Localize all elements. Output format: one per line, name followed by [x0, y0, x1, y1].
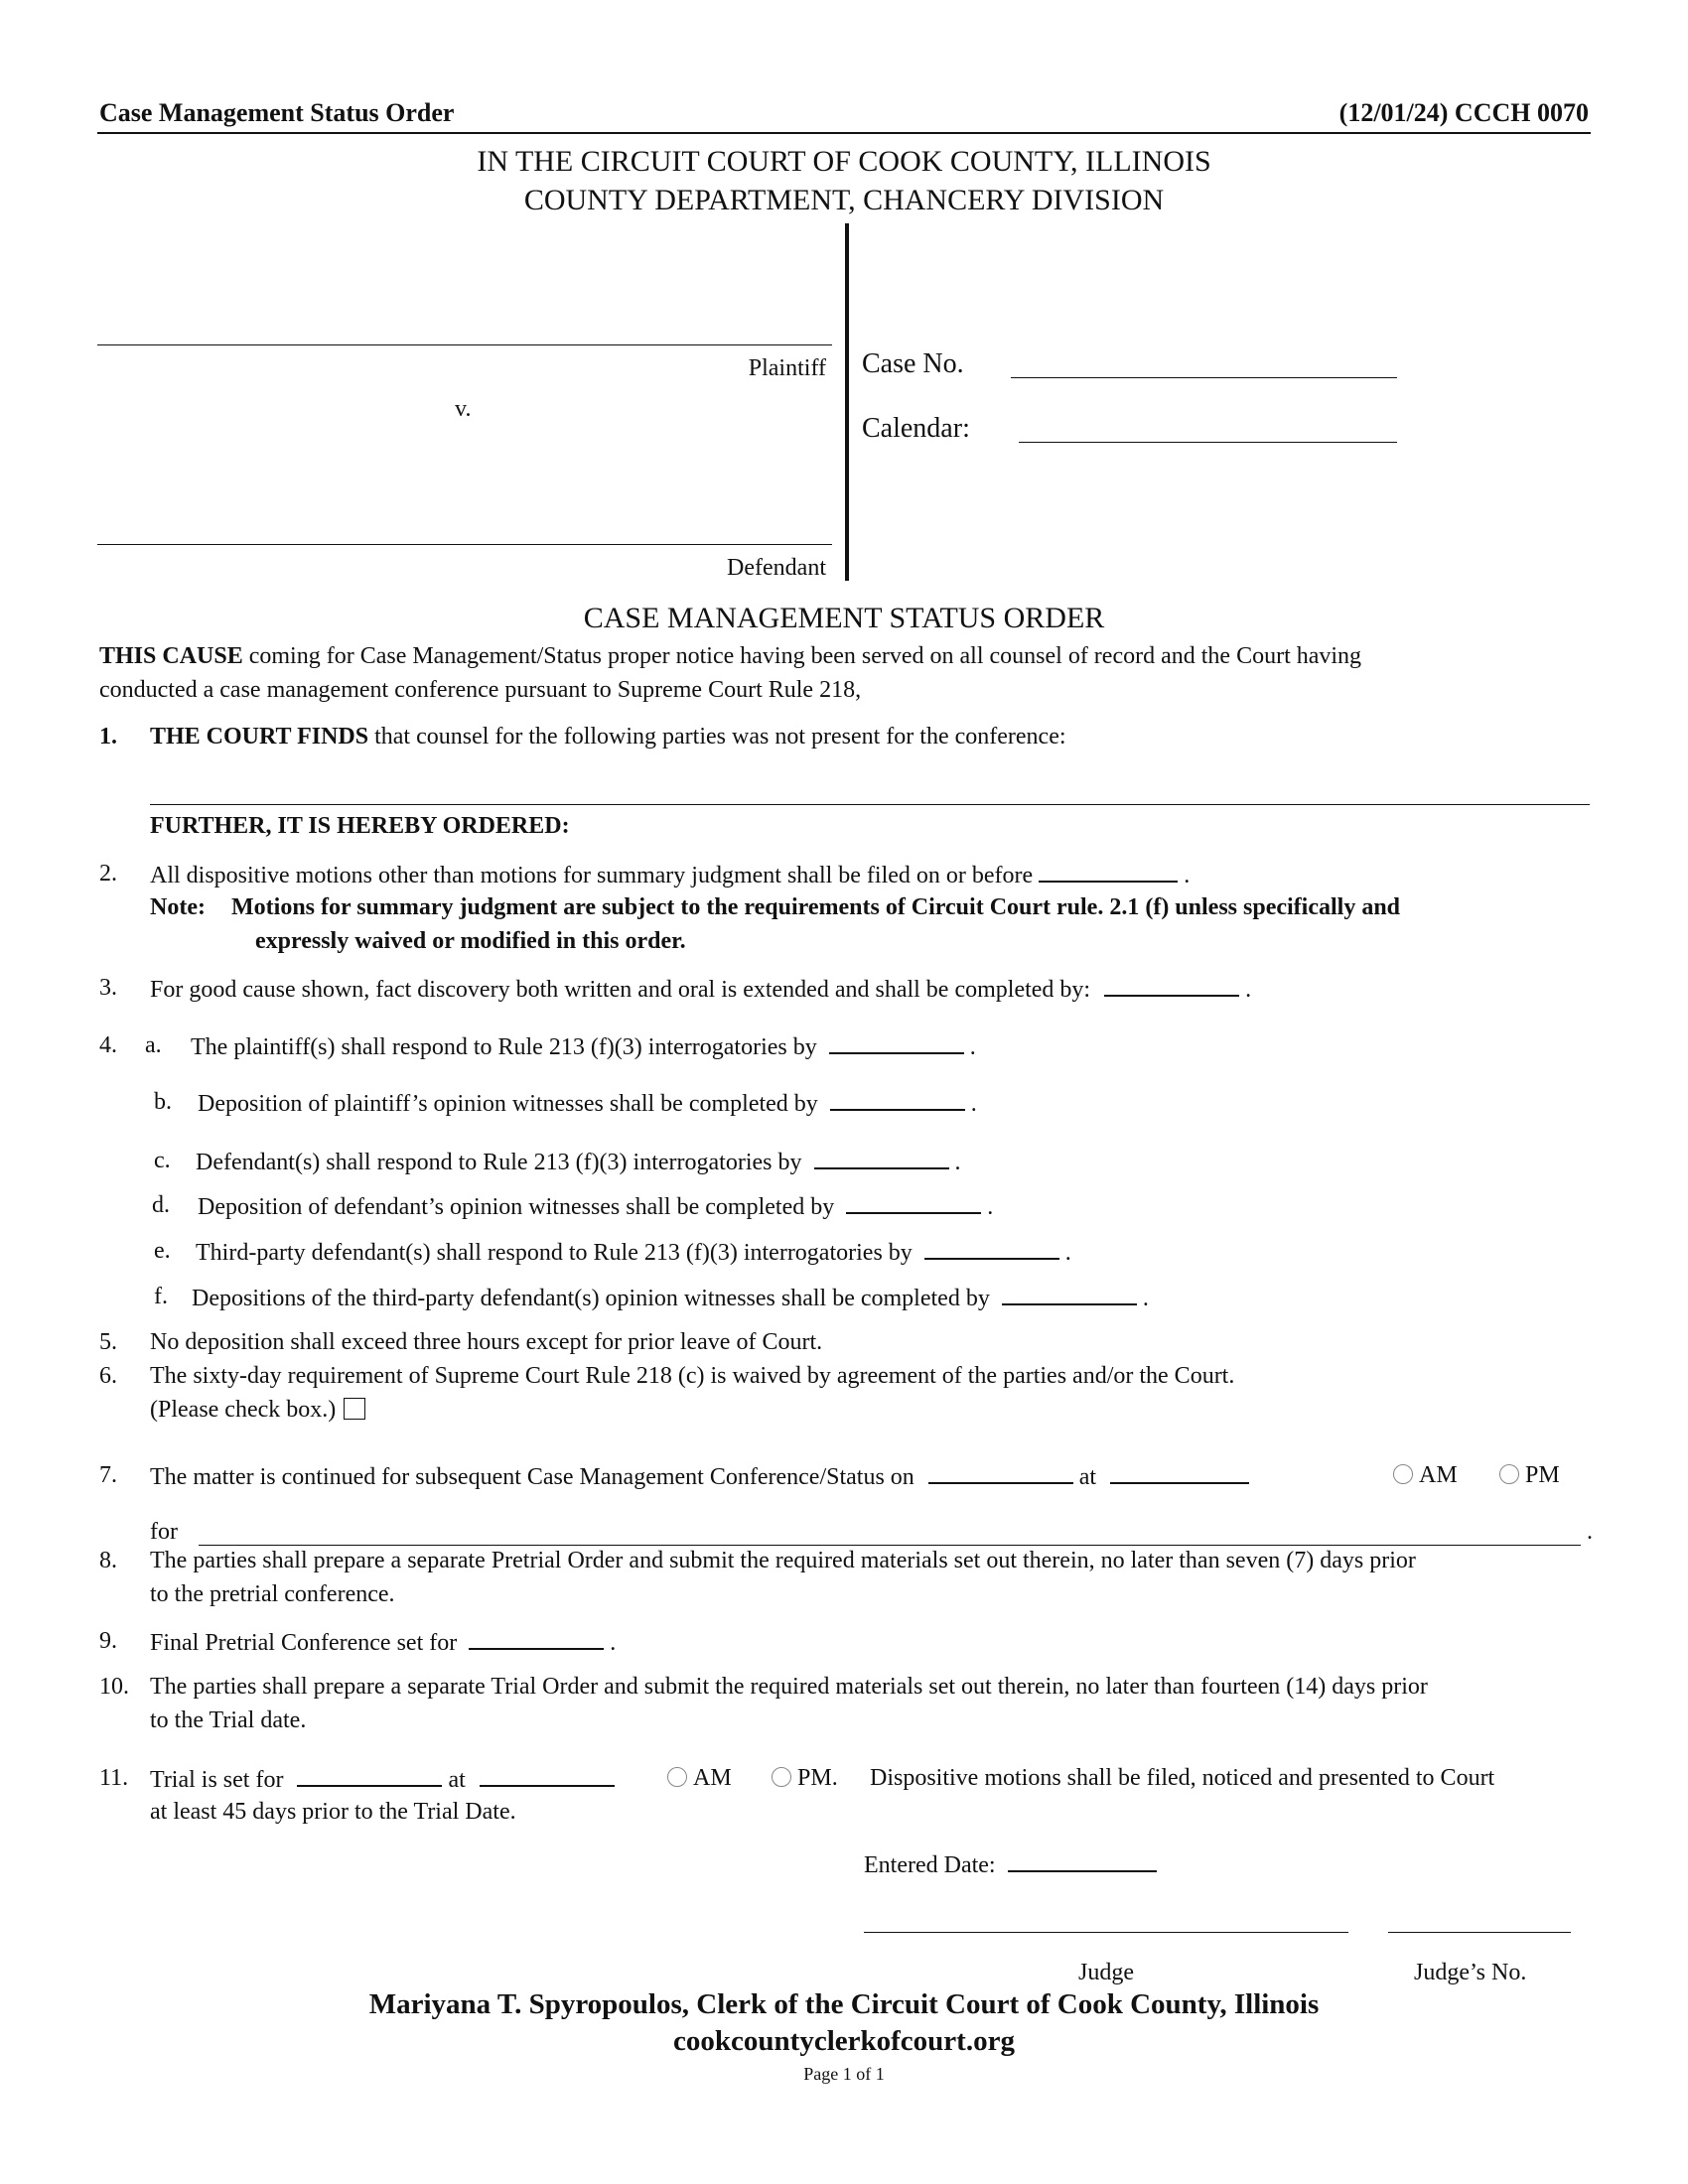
item4f-date-field[interactable] [1002, 1282, 1137, 1305]
item4b-letter: b. [154, 1089, 172, 1115]
versus: v. [455, 396, 472, 422]
item2-num: 2. [99, 861, 117, 887]
item11-am-option[interactable] [667, 1763, 732, 1793]
item4d-letter: d. [152, 1192, 170, 1218]
intro-bold: THIS CAUSE [99, 643, 243, 669]
court-line2: COUNTY DEPARTMENT, CHANCERY DIVISION [523, 184, 1165, 216]
item4e-line: Third-party defendant(s) shall respond to Rule 213 (f)(3) interrogatories by . [196, 1236, 1071, 1268]
item2-date-field[interactable] [1039, 859, 1178, 883]
item4d-text: Deposition of defendant’s opinion witnesses shall be completed by [198, 1194, 835, 1220]
item3-text: For good cause shown, fact discovery both written and oral is extended and shall be completed by: [150, 977, 1091, 1003]
item6-line2-wrap [150, 1395, 365, 1425]
item4a-line: The plaintiff(s) shall respond to Rule 213 (f)(3) interrogatories by . [191, 1030, 976, 1062]
item11-pm-label: PM. [797, 1765, 838, 1791]
item7-at: at [1078, 1464, 1097, 1490]
item4d-date-field[interactable] [846, 1190, 981, 1214]
item4c-date-field[interactable] [814, 1146, 949, 1169]
item4c-letter: c. [154, 1148, 171, 1173]
entered-date-field[interactable] [1008, 1848, 1157, 1872]
item3-line: For good cause shown, fact discovery both written and oral is extended and shall be completed by: . [150, 973, 1251, 1005]
clerk-website[interactable]: cookcountyclerkofcourt.org [673, 2025, 1015, 2057]
item4e-text: Third-party defendant(s) shall respond to Rule 213 (f)(3) interrogatories by [196, 1240, 913, 1266]
item7-pm-option[interactable] [1499, 1460, 1560, 1490]
item5-text: No deposition shall exceed three hours except for prior leave of Court. [150, 1329, 823, 1355]
item11-pm-radio[interactable] [772, 1767, 791, 1787]
plaintiff-line[interactable] [97, 344, 832, 345]
item11-pm-option[interactable] [772, 1763, 838, 1793]
item11-am-label: AM [693, 1765, 732, 1791]
item4c-line: Defendant(s) shall respond to Rule 213 (f)(3) interrogatories by . [196, 1146, 961, 1177]
item4a-date-field[interactable] [829, 1030, 964, 1054]
item7-date-field[interactable] [928, 1460, 1073, 1484]
item4b-text: Deposition of plaintiff’s opinion witnesses shall be completed by [198, 1091, 818, 1117]
intro-line2: conducted a case management conference pursuant to Supreme Court Rule 218, [99, 677, 862, 703]
item10-line2: to the Trial date. [150, 1707, 307, 1733]
plaintiff-label: Plaintiff [748, 355, 826, 381]
item4b-date-field[interactable] [830, 1087, 965, 1111]
item2-note-line2: expressly waived or modified in this order. [255, 928, 686, 954]
item7-num: 7. [99, 1462, 117, 1488]
item11-am-radio[interactable] [667, 1767, 687, 1787]
item11-rest: Dispositive motions shall be filed, noticed and presented to Court [870, 1765, 1495, 1791]
item6-num: 6. [99, 1363, 117, 1389]
item11-line [150, 1763, 621, 1795]
item7-for: for [150, 1519, 178, 1545]
item7-line [150, 1460, 1255, 1492]
item11-line2: at least 45 days prior to the Trial Date. [150, 1799, 516, 1825]
form-title: Case Management Status Order [99, 98, 455, 127]
judge-label: Judge [1078, 1960, 1134, 1985]
item4e-date-field[interactable] [924, 1236, 1059, 1260]
item6-line2: (Please check box.) [150, 1397, 337, 1423]
item4c-text: Defendant(s) shall respond to Rule 213 (f)(3) interrogatories by [196, 1150, 802, 1175]
item4e-letter: e. [154, 1238, 171, 1264]
defendant-line[interactable] [97, 544, 832, 545]
item4f-text: Depositions of the third-party defendant(s) opinion witnesses shall be completed by [192, 1286, 990, 1311]
caption-divider [845, 223, 849, 581]
entered-date-line [864, 1848, 1163, 1880]
item1-bold: THE COURT FINDS [150, 724, 369, 750]
item7-time-field[interactable] [1110, 1460, 1249, 1484]
item5-num: 5. [99, 1329, 117, 1355]
item9-date-field[interactable] [469, 1626, 604, 1650]
case-no-label: Case No. [862, 348, 964, 379]
item3-num: 3. [99, 975, 117, 1001]
absent-parties-field[interactable] [150, 804, 1590, 805]
item7-text: The matter is continued for subsequent Case Management Conference/Status on [150, 1464, 914, 1490]
clerk-name: Mariyana T. Spyropoulos, Clerk of the Circuit Court of Cook County, Illinois [368, 1988, 1320, 2020]
item7-period: . [1587, 1519, 1593, 1545]
item4d-line: Deposition of defendant’s opinion witnesses shall be completed by . [198, 1190, 993, 1222]
item1-text: that counsel for the following parties was not present for the conference: [368, 724, 1066, 750]
item1-line [150, 722, 1066, 751]
item9-text: Final Pretrial Conference set for [150, 1630, 458, 1656]
item2-line: All dispositive motions other than motions for summary judgment shall be filed on or before . [150, 859, 1190, 890]
item4a-text: The plaintiff(s) shall respond to Rule 213 (f)(3) interrogatories by [191, 1034, 817, 1060]
entered-date-label: Entered Date: [864, 1852, 996, 1878]
item1-num: 1. [99, 724, 117, 750]
item4f-letter: f. [154, 1284, 168, 1309]
item2-note-label: Note: [150, 894, 206, 920]
item2-note-line1: Motions for summary judgment are subject to the requirements of Circuit Court rule. 2.1 (f) unless specifically and [231, 894, 1401, 920]
intro-text: coming for Case Management/Status proper notice having been served on all counsel of record and the Court having [242, 643, 1362, 669]
header-rule [97, 132, 1591, 134]
item10-num: 10. [99, 1674, 129, 1700]
item7-pm-label: PM [1525, 1462, 1560, 1488]
waiver-checkbox[interactable] [344, 1398, 365, 1420]
page-number: Page 1 of 1 [803, 2064, 885, 2084]
item8-line1: The parties shall prepare a separate Pretrial Order and submit the required materials set out therein, no later than seven (7) days prior [150, 1548, 1416, 1573]
item6-line1: The sixty-day requirement of Supreme Court Rule 218 (c) is waived by agreement of the parties and/or the Court. [150, 1363, 1235, 1389]
item7-am-radio[interactable] [1393, 1464, 1413, 1484]
judge-signature-line[interactable] [864, 1932, 1348, 1933]
calendar-label: Calendar: [862, 413, 970, 444]
item11-text: Trial is set for [150, 1767, 284, 1793]
item10-line1: The parties shall prepare a separate Trial Order and submit the required materials set out therein, no later than fourteen (14) days prior [150, 1674, 1428, 1700]
item3-date-field[interactable] [1104, 973, 1239, 997]
item4f-line: Depositions of the third-party defendant(s) opinion witnesses shall be completed by . [192, 1282, 1149, 1313]
judge-no-label: Judge’s No. [1414, 1960, 1527, 1985]
case-no-field[interactable] [1011, 377, 1397, 378]
item7-am-option[interactable] [1393, 1460, 1458, 1490]
court-line1: IN THE CIRCUIT COURT OF COOK COUNTY, ILLINOIS [477, 145, 1211, 178]
item11-time-field[interactable] [480, 1763, 615, 1787]
item8-num: 8. [99, 1548, 117, 1573]
order-title: CASE MANAGEMENT STATUS ORDER [583, 602, 1105, 634]
defendant-label: Defendant [727, 555, 826, 581]
judge-number-line[interactable] [1388, 1932, 1571, 1933]
item11-date-field[interactable] [297, 1763, 442, 1787]
intro-line1 [99, 641, 1361, 671]
further-ordered: FURTHER, IT IS HEREBY ORDERED: [150, 813, 570, 839]
item2-text: All dispositive motions other than motions for summary judgment shall be filed on or before [150, 863, 1034, 888]
item4b-line: Deposition of plaintiff’s opinion witnesses shall be completed by . [198, 1087, 977, 1119]
form-code: (12/01/24) CCCH 0070 [1338, 98, 1589, 127]
item4-num: 4. [99, 1032, 117, 1058]
item7-am-label: AM [1419, 1462, 1458, 1488]
item8-line2: to the pretrial conference. [150, 1581, 395, 1607]
item9-line: Final Pretrial Conference set for . [150, 1626, 616, 1658]
item4a-letter: a. [145, 1032, 162, 1058]
item9-num: 9. [99, 1628, 117, 1654]
item7-pm-radio[interactable] [1499, 1464, 1519, 1484]
item11-num: 11. [99, 1765, 129, 1791]
calendar-field[interactable] [1019, 442, 1397, 443]
item11-at: at [448, 1767, 466, 1793]
